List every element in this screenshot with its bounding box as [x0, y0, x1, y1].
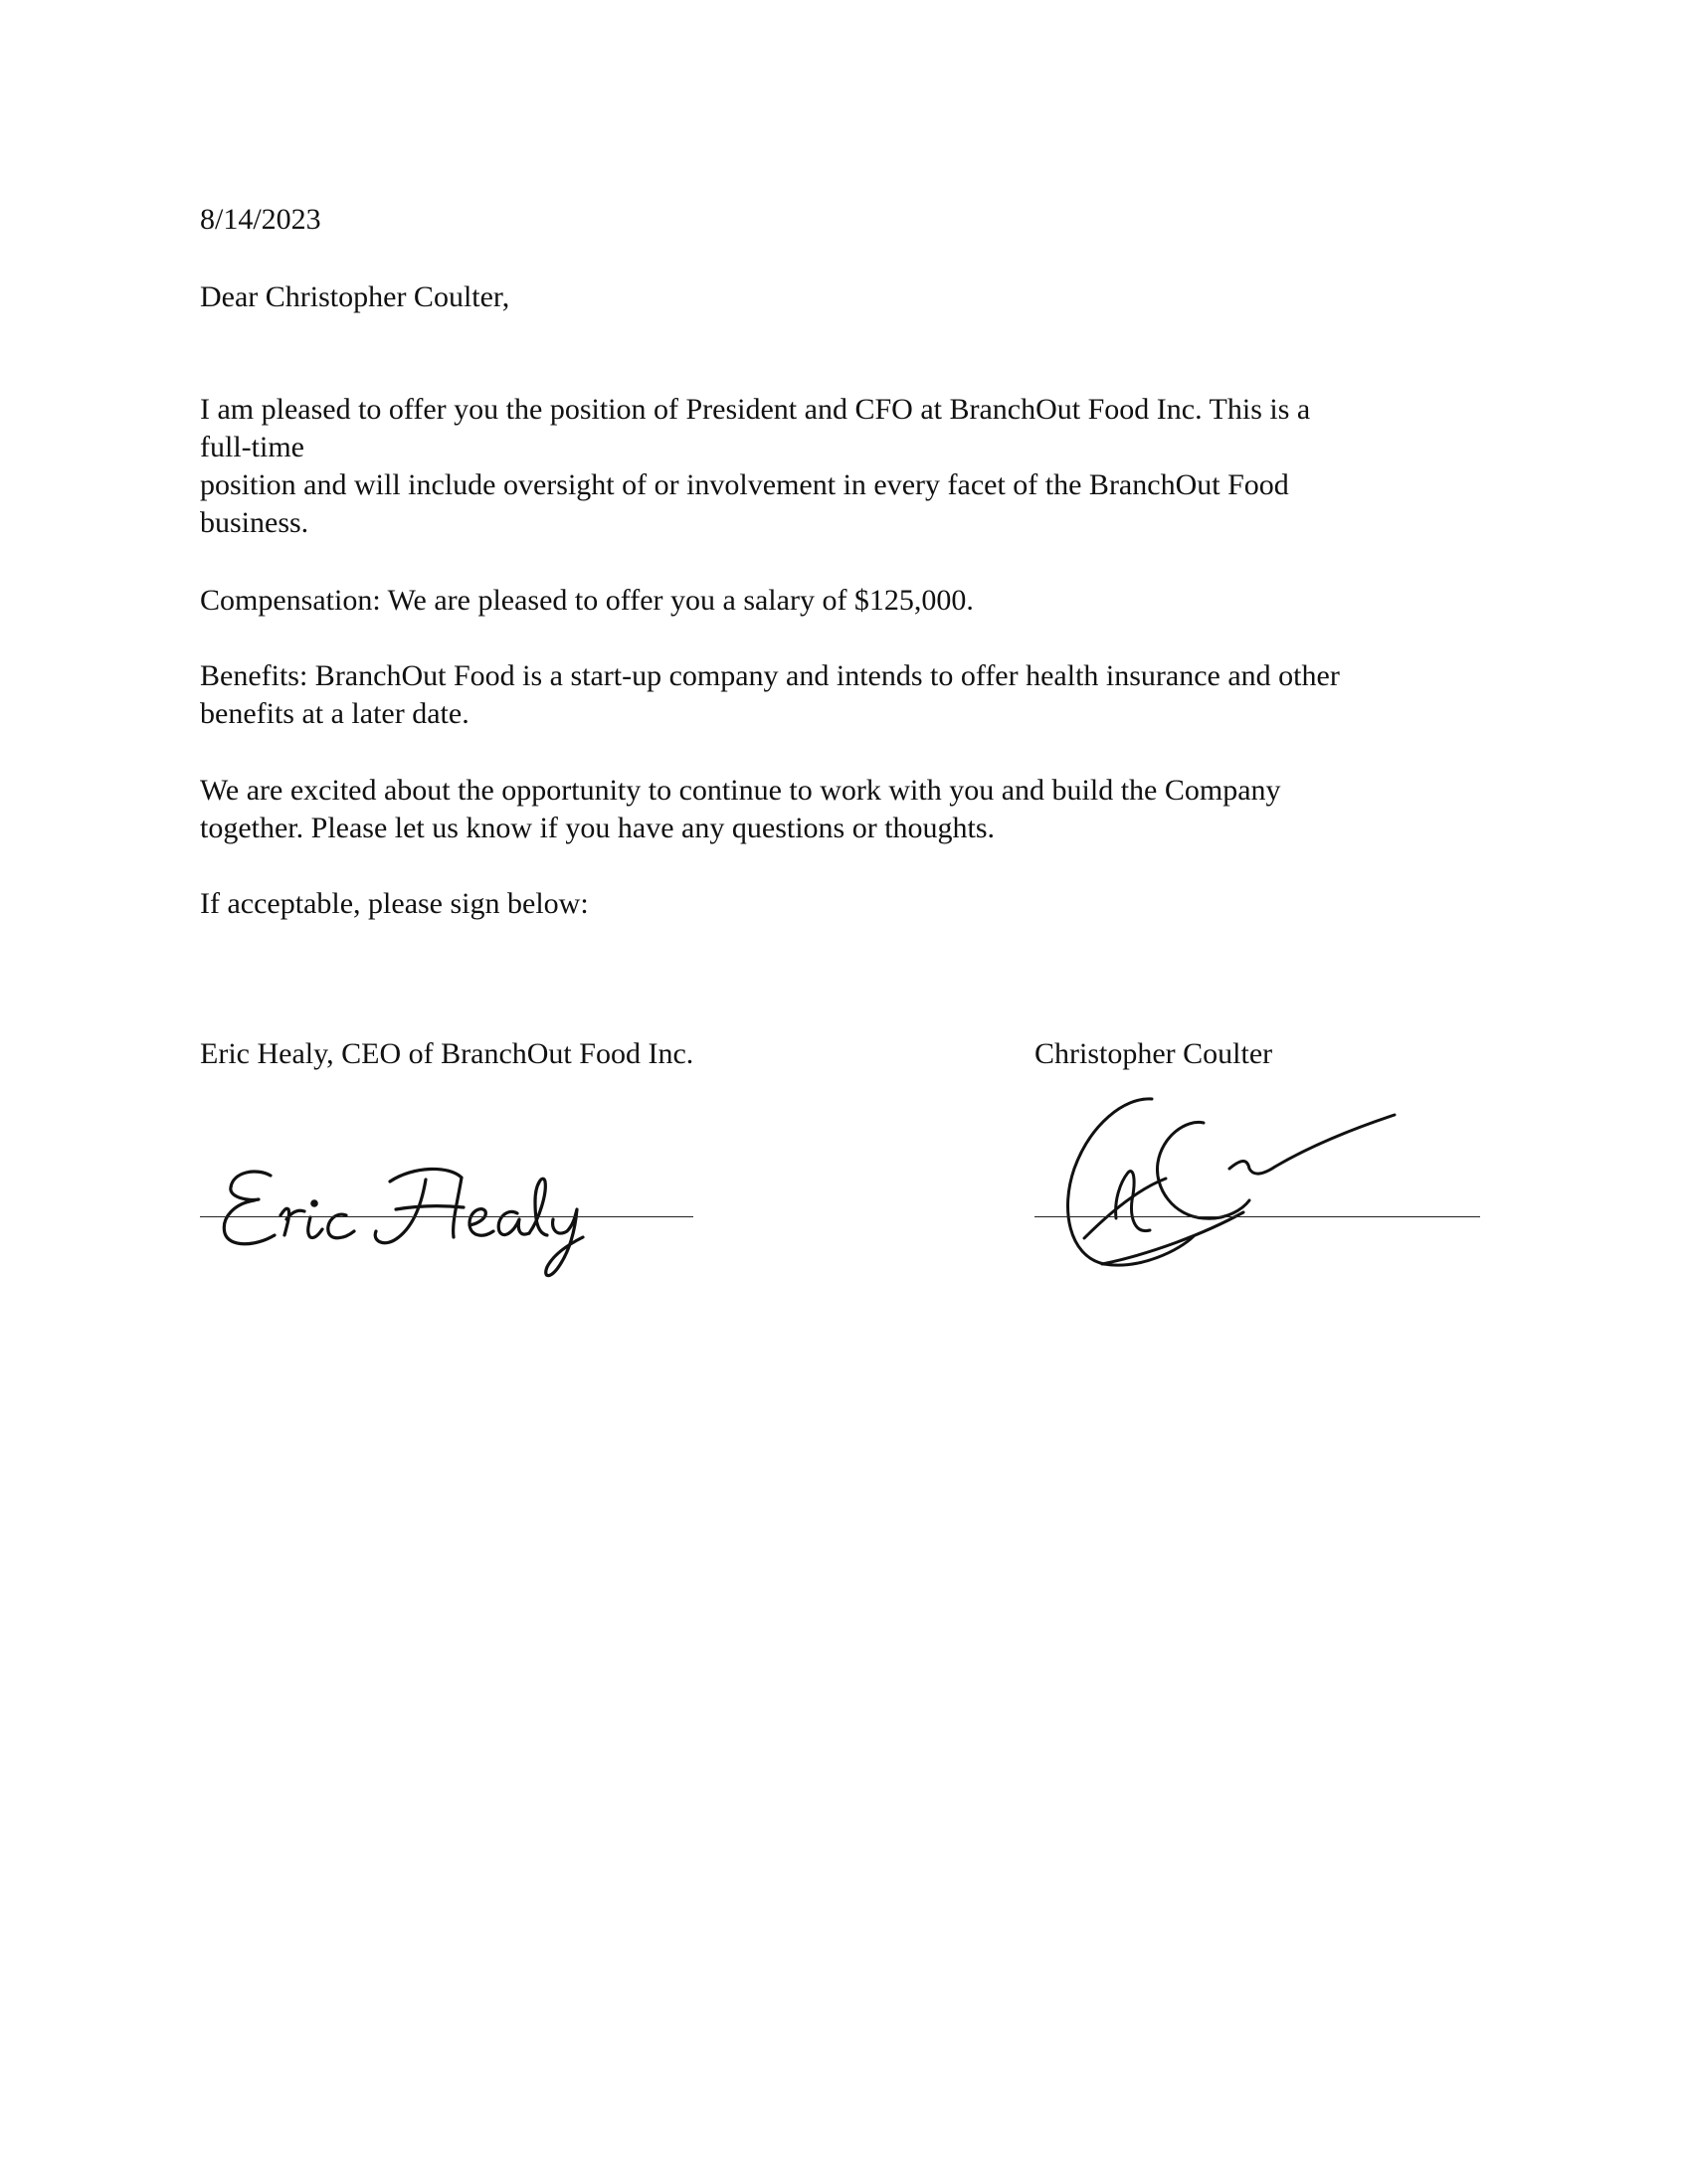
closing-line: together. Please let us know if you have any questions or thoughts.: [200, 812, 996, 844]
candidate-signature-line: [1034, 1216, 1480, 1217]
company-handwritten-signature: [219, 1154, 617, 1283]
intro-line: position and will include oversight of or involvement in every facet of the BranchOut Food: [200, 468, 1289, 501]
intro-line: full-time: [200, 431, 304, 463]
intro-line: business.: [200, 506, 309, 539]
intro-line: I am pleased to offer you the position of President and CFO at BranchOut Food Inc. This is a: [200, 393, 1311, 426]
benefits-line: Benefits: BranchOut Food is a start-up company and intends to offer health insurance and other: [200, 659, 1340, 692]
letter-salutation: Dear Christopher Coulter,: [200, 280, 510, 313]
letter-date: 8/14/2023: [200, 203, 321, 236]
candidate-signatory-label: Christopher Coulter: [1034, 1037, 1273, 1070]
benefits-line: benefits at a later date.: [200, 697, 469, 730]
compensation-paragraph: Compensation: We are pleased to offer you a salary of $125,000.: [200, 584, 974, 617]
closing-line: We are excited about the opportunity to continue to work with you and build the Company: [200, 774, 1281, 807]
company-signature-line: [200, 1216, 693, 1217]
company-signatory-label: Eric Healy, CEO of BranchOut Food Inc.: [200, 1037, 694, 1070]
candidate-handwritten-signature: [1054, 1089, 1412, 1278]
sign-prompt: If acceptable, please sign below:: [200, 887, 589, 920]
